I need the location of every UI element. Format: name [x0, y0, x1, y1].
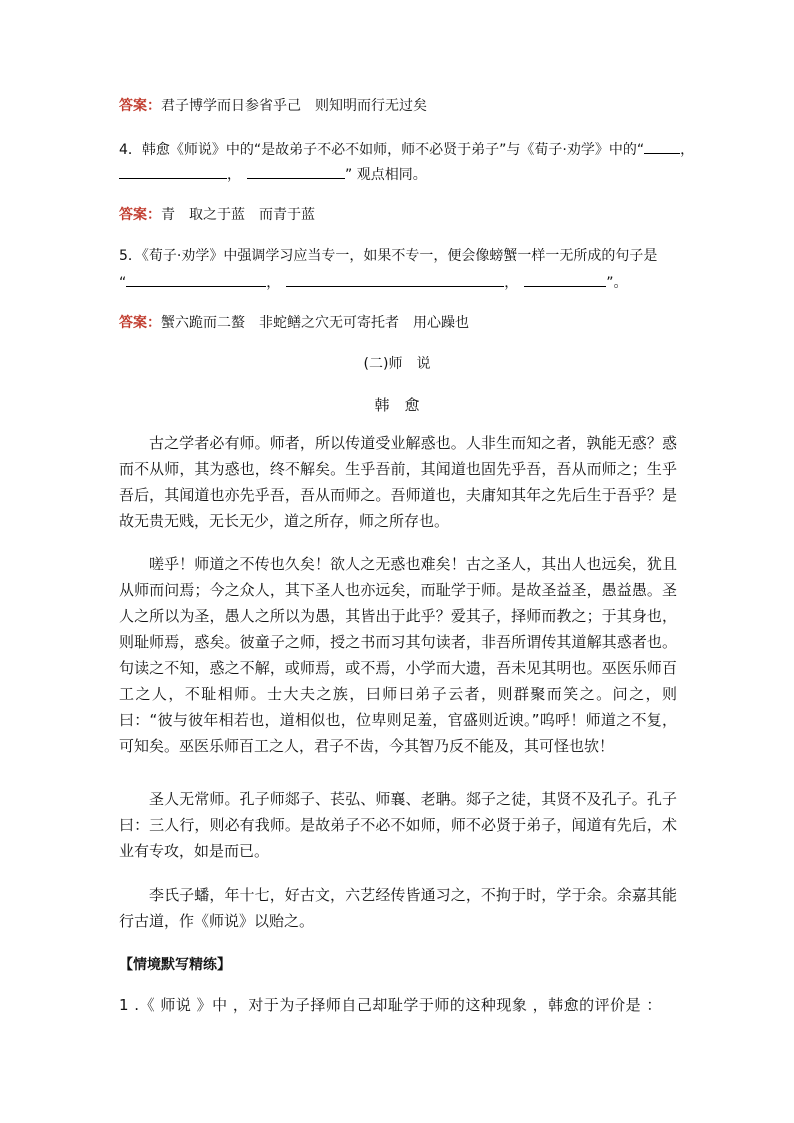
question-4-line-2	[119, 164, 427, 184]
question-4-line-1	[119, 139, 694, 159]
question-4-ending: ” 观点相同。	[345, 167, 427, 183]
blank	[524, 272, 606, 287]
blank	[644, 139, 680, 154]
answer-line-q4	[119, 206, 315, 224]
punctuation: “	[119, 275, 127, 291]
answer-text: 君子博学而日参省乎己 则知明而行无过矣	[161, 98, 427, 114]
punctuation: ，	[680, 142, 695, 158]
question-5-line-1	[119, 247, 657, 265]
answer-text: 蟹六跪而二螯 非蛇鳝之穴无可寄托者 用心躁也	[161, 315, 469, 331]
paragraph-4: 李氏子蟠，年十七，好古文，六艺经传皆通习之，不拘于时，学于余。余嘉其能行古道，作《师说》以贻之。	[119, 886, 677, 930]
question-5-text: 5．《荀子·劝学》中强调学习应当专一，如果不专一，便会像螃蟹一样一无所成的句子是	[119, 248, 658, 264]
question-5-line-2	[119, 272, 628, 292]
blank	[119, 164, 227, 179]
punctuation: ，	[266, 275, 281, 291]
paragraph-2: 嗟乎！师道之不传也久矣！欲人之无惑也难矣！古之圣人，其出人也远矣，犹且从师而问焉；今之众人，其下圣人也亦远矣，而耻学于师。是故圣益圣，愚益愚。圣人之所以为圣，愚人之所以为愚，其皆出于此乎？爱其子，择师而教之；于其身也，则耻师焉，惑矣。彼童子之师，授之书而习其句读者，非吾所谓传其道解其惑者也。句读之不知，惑之不解，或师焉，或不焉，小学而大遗，吾未见其明也。巫医乐师百工之人，不耻相师。士大夫之族，曰师曰弟子云者，则群聚而笑之。问之，则曰：“彼与彼年相若也，道相似也，位卑则足羞，官盛则近谀。”呜呼！师道之不复，可知矣。巫医乐师百工之人，君子不齿，今其智乃反不能及，其可怪也欤！	[119, 555, 677, 755]
question-4-text: 4．韩愈《师说》中的“是故弟子不必不如师，师不必贤于弟子”与《荀子·劝学》中的“	[119, 142, 645, 158]
punctuation: ，	[227, 167, 241, 183]
blank	[247, 164, 345, 179]
paragraph-3: 圣人无常师。孔子师郯子、苌弘、师襄、老聃。郯子之徒，其贤不及孔子。孔子曰：三人行，则必有我师。是故弟子不必不如师，师不必贤于弟子，闻道有先后，术业有专攻，如是而已。	[119, 790, 677, 860]
blank	[126, 272, 266, 287]
answer-label: 答案：	[119, 207, 161, 223]
section-heading: 【情境默写精练】	[119, 957, 231, 973]
text-author: 韩 愈	[374, 396, 420, 414]
answer-text: 青 取之于蓝 而青于蓝	[161, 207, 315, 223]
question-1: 1 .《 师说 》中 ，对于为子择师自己却耻学于师的这种现象 ，韩愈的评价是 ：	[119, 996, 662, 1014]
answer-line-top	[119, 97, 427, 115]
answer-label: 答案：	[119, 98, 161, 114]
text-title: (二)师 说	[363, 356, 431, 372]
answer-line-q5	[119, 314, 469, 332]
answer-label: 答案：	[119, 315, 161, 331]
paragraph-1: 古之学者必有师。师者，所以传道受业解惑也。人非生而知之者，孰能无惑？惑而不从师，其为惑也，终不解矣。生乎吾前，其闻道也固先乎吾，吾从而师之；生乎吾后，其闻道也亦先乎吾，吾从而师之。吾师道也，夫庸知其年之先后生于吾乎？是故无贵无贱，无长无少，道之所存，师之所存也。	[119, 434, 677, 530]
punctuation: ，	[504, 275, 519, 291]
blank	[286, 272, 504, 287]
question-5-ending: ”。	[606, 275, 628, 291]
